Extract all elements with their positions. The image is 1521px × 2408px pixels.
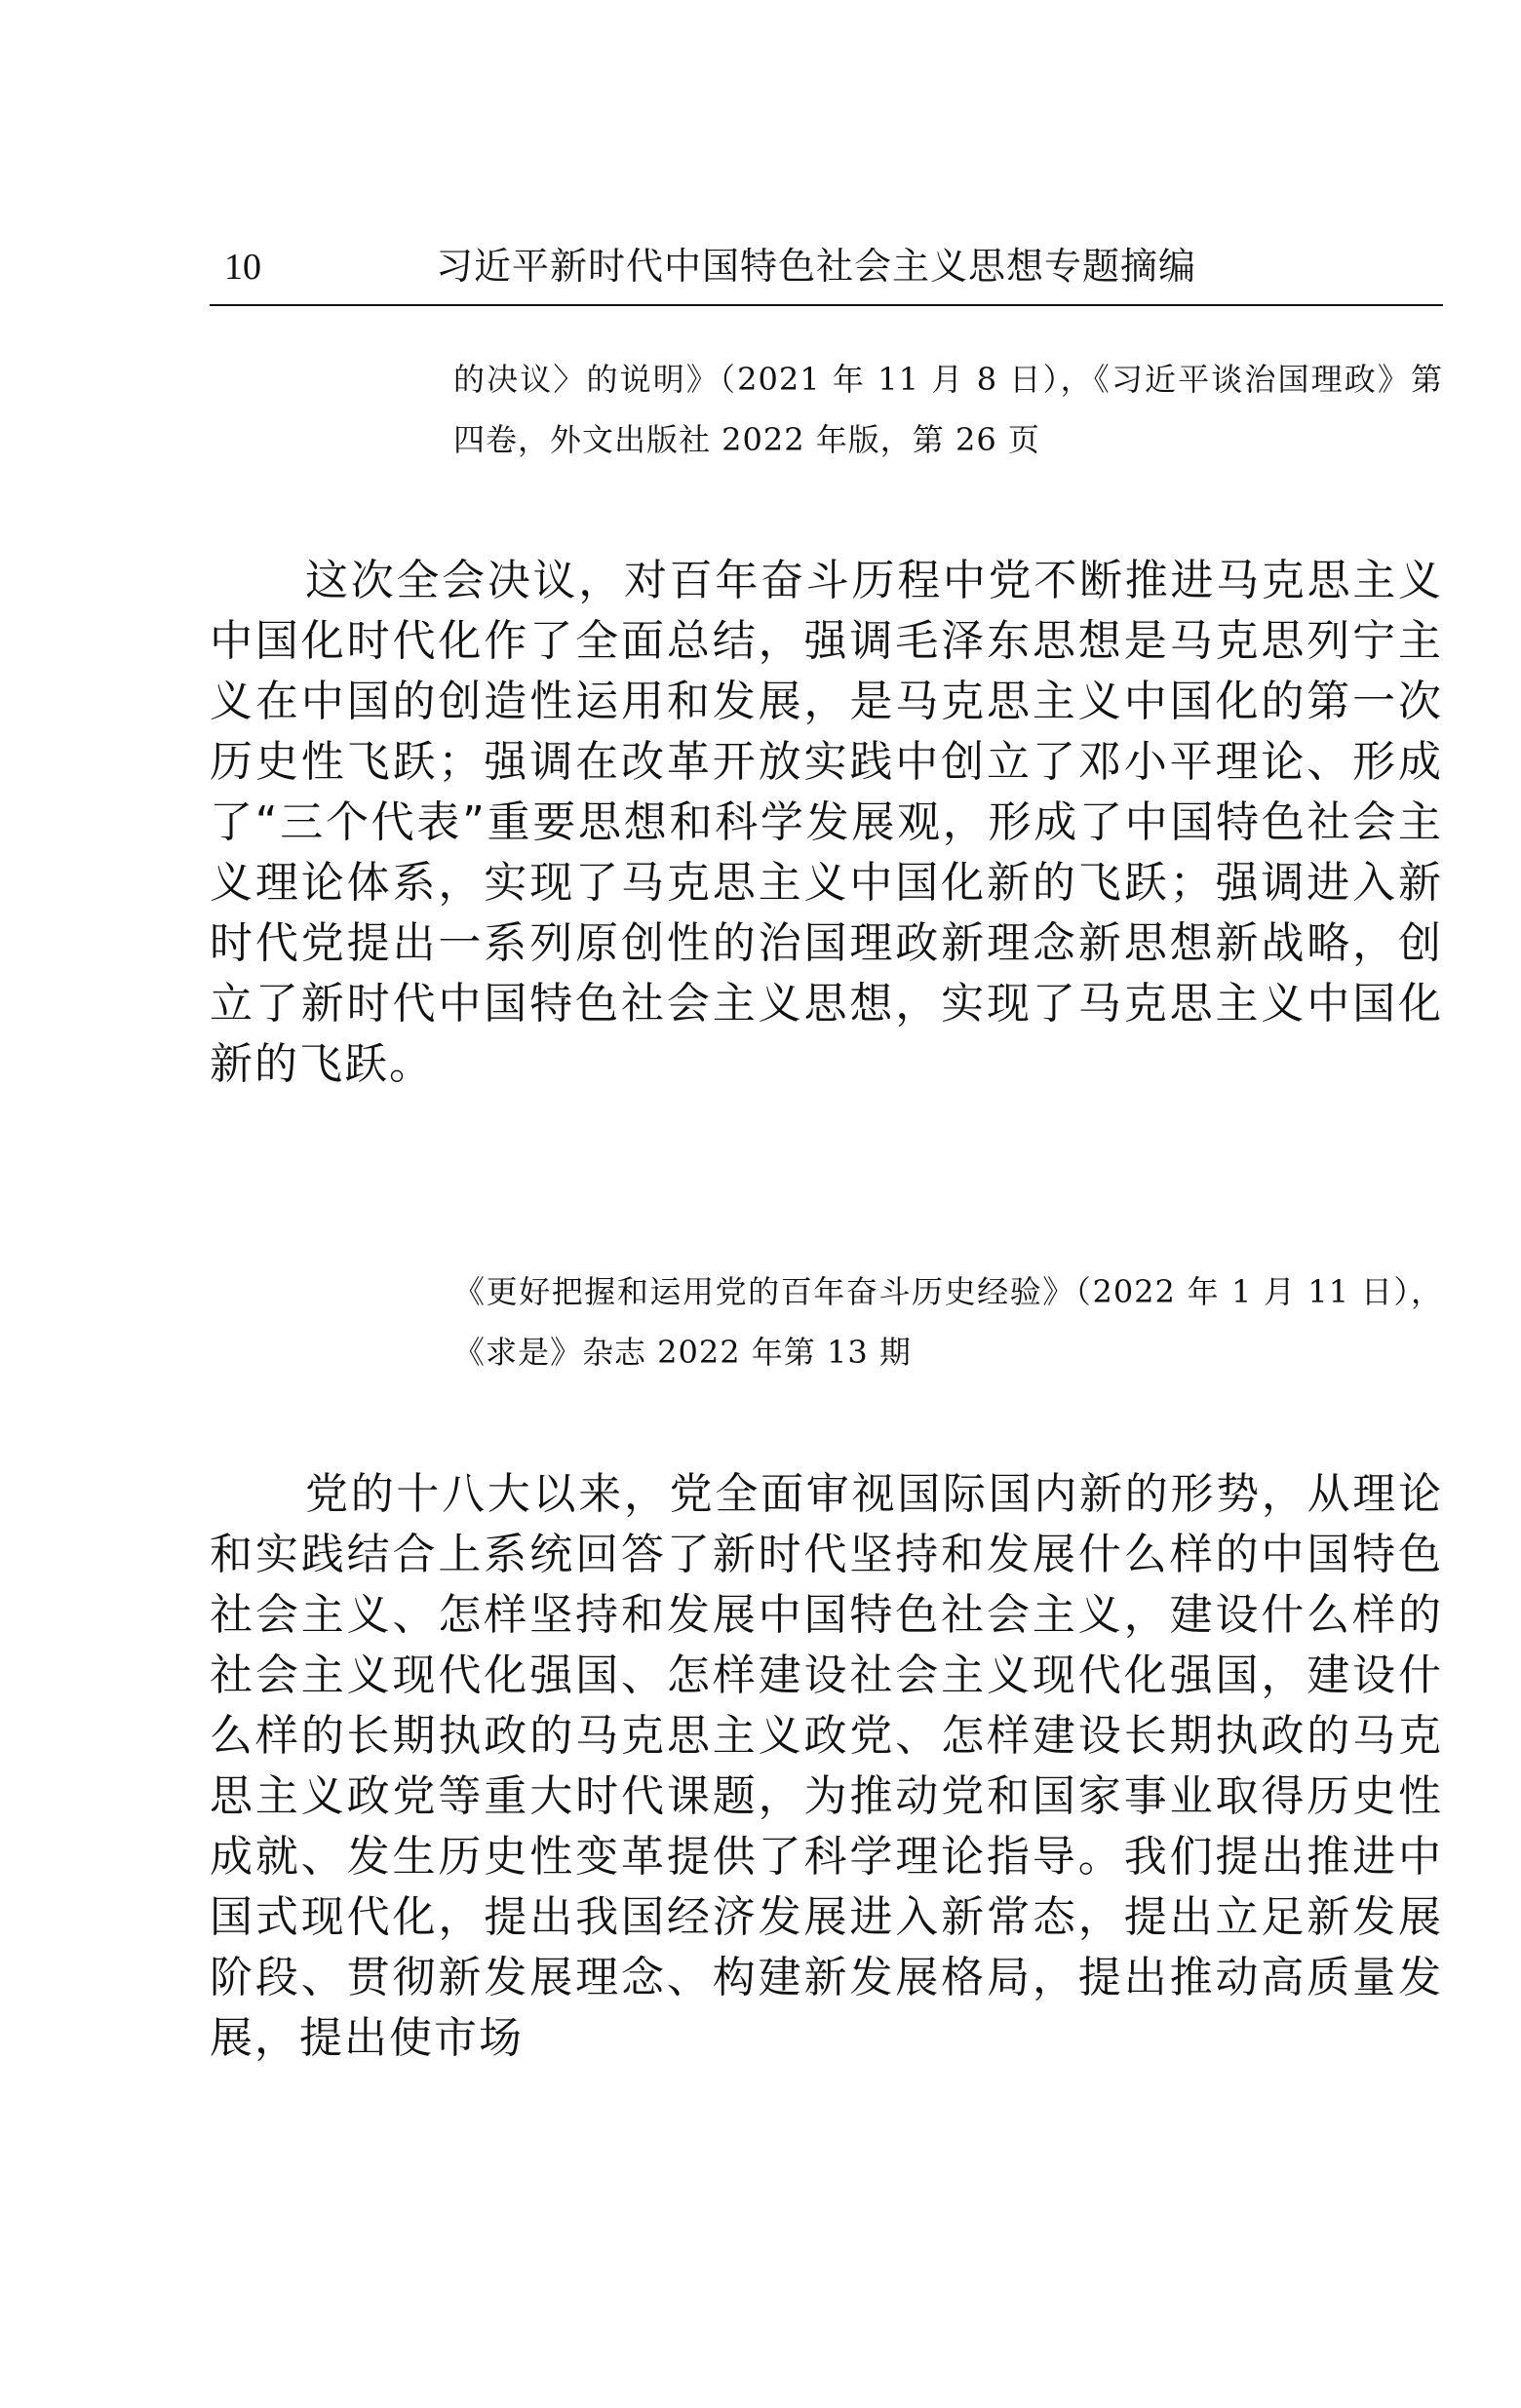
- header-divider: [210, 304, 1443, 306]
- page-header: [210, 234, 1443, 304]
- paragraph-1: 这次全会决议，对百年奋斗历程中党不断推进马克思主义中国化时代化作了全面总结，强调毛泽东思想是马克思列宁主义在中国的创造性运用和发展，是马克思主义中国化的第一次历史性飞跃；强调在改革开放实践中创立了邓小平理论、形成了“三个代表”重要思想和科学发展观，形成了中国特色社会主义理论体系，实现了马克思主义中国化新的飞跃；强调进入新时代党提出一系列原创性的治国理政新理念新思想新战略，创立了新时代中国特色社会主义思想，实现了马克思主义中国化新的飞跃。: [210, 556, 1443, 1089]
- page-number: 10: [224, 247, 261, 288]
- paragraph-2: 党的十八大以来，党全面审视国际国内新的形势，从理论和实践结合上系统回答了新时代坚持和发展什么样的中国特色社会主义、怎样坚持和发展中国特色社会主义，建设什么样的社会主义现代化强国、怎样建设社会主义现代化强国，建设什么样的长期执政的马克思主义政党、怎样建设长期执政的马克思主义政党等重大时代课题，为推动党和国家事业取得历史性成就、发生历史性变革提供了科学理论指导。我们提出推进中国式现代化，提出我国经济发展进入新常态，提出立足新发展阶段、贯彻新发展理念、构建新发展格局，提出推动高质量发展，提出使市场: [210, 1469, 1443, 2063]
- running-title: 习近平新时代中国特色社会主义思想专题摘编: [436, 245, 1197, 288]
- source-citation-1: 的决议〉的说明》（2021 年 11 月 8 日），《习近平谈治国理政》第四卷，外文出版社 2022 年版，第 26 页: [453, 361, 1443, 458]
- source-citation-2: 《更好把握和运用党的百年奋斗历史经验》（2022 年 1 月 11 日），《求是》杂志 2022 年第 13 期: [453, 1273, 1443, 1371]
